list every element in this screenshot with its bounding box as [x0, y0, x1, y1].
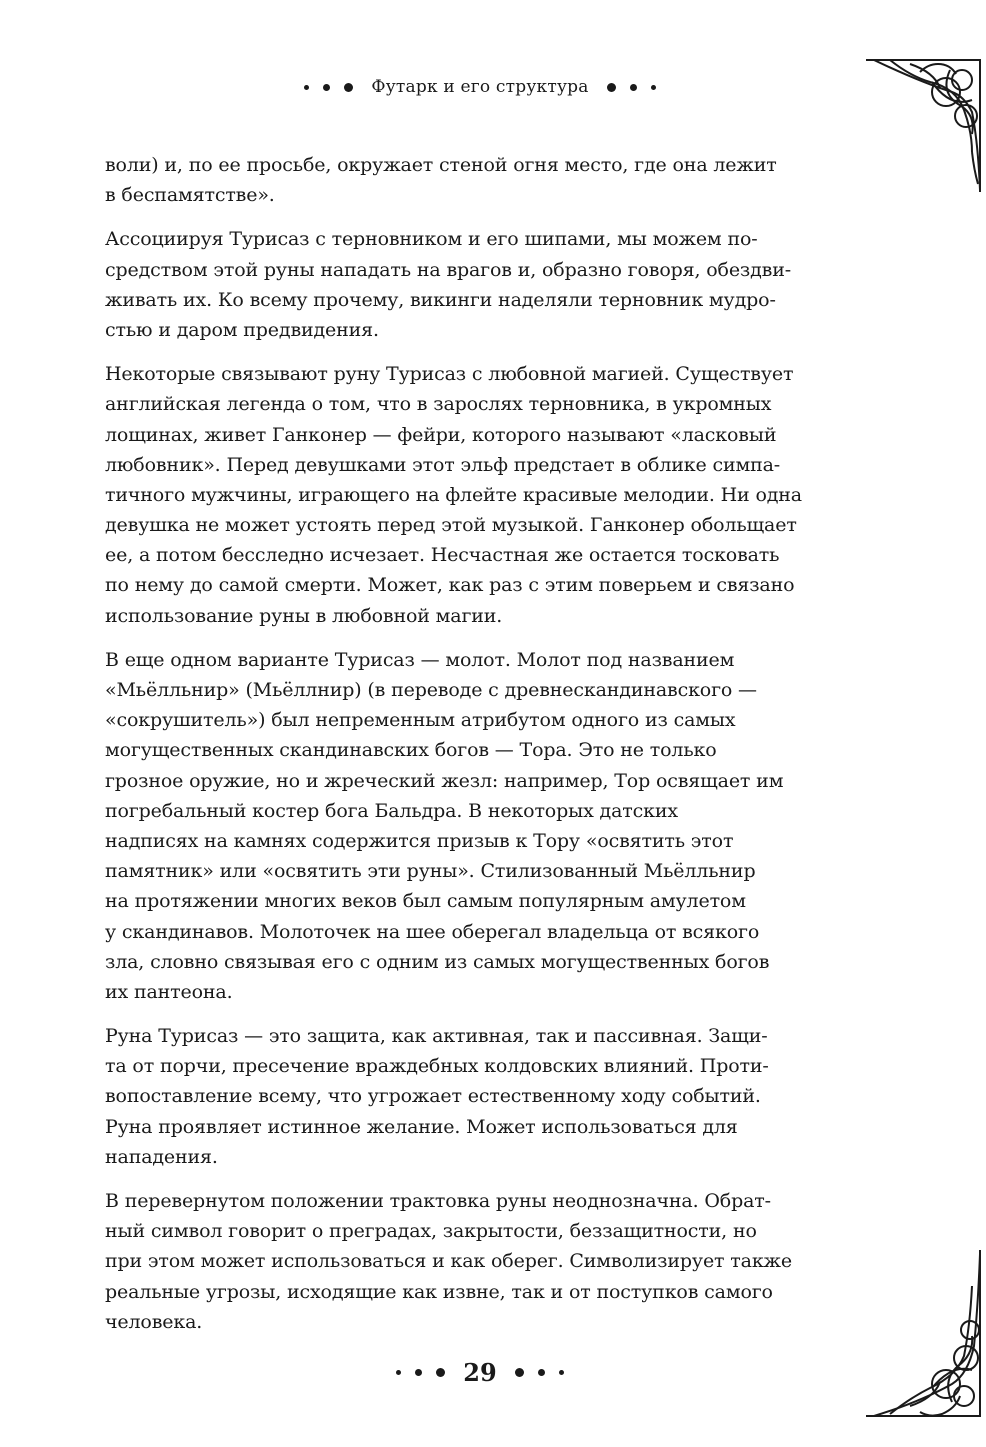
- text-line: Некоторые связывают руну Турисаз с любовной магией. Существует: [105, 363, 794, 386]
- text-line: реальные угрозы, исходящие как извне, так и от поступков самого: [105, 1280, 773, 1303]
- paragraph: [105, 1186, 850, 1337]
- dot-icon: [538, 1369, 545, 1376]
- dot-icon: [651, 85, 656, 90]
- text-line: ный символ говорит о преградах, закрытости, беззащитности, но: [105, 1220, 757, 1243]
- text-line: Руна Турисаз — это защита, как активная, так и пассивная. Защи-: [105, 1025, 768, 1048]
- text-line: тичного мужчины, играющего на флейте красивые мелодии. Ни одна: [105, 483, 802, 506]
- text-line: использование руны в любовной магии.: [105, 604, 503, 627]
- dot-icon: [323, 84, 330, 91]
- text-line: «Мьёлльнир» (Мьёллнир) (в переводе с древнескандинавского —: [105, 679, 757, 701]
- text-line: человека.: [105, 1310, 203, 1333]
- text-line: нападения.: [105, 1145, 218, 1168]
- celtic-knot-corner-top-icon: [860, 52, 986, 198]
- header-dots-left: [304, 83, 353, 92]
- dot-icon: [559, 1370, 564, 1375]
- footer-dots-right: [515, 1368, 564, 1377]
- running-header: [280, 70, 680, 104]
- text-line: у скандинавов. Молоточек на шее оберегал владельца от всякого: [105, 920, 760, 943]
- header-dots-right: [607, 83, 656, 92]
- text-line: грозное оружие, но и жреческий жезл: например, Тор освящает им: [105, 769, 784, 792]
- dot-icon: [607, 83, 616, 92]
- text-line: по нему до самой смерти. Может, как раз с этим поверьем и связано: [105, 574, 795, 597]
- text-line: средством этой руны нападать на врагов и, образно говоря, обездви-: [105, 258, 792, 281]
- paragraph: [105, 150, 850, 210]
- paragraph: [105, 224, 850, 345]
- dot-icon: [396, 1370, 401, 1375]
- dot-icon: [515, 1368, 524, 1377]
- dot-icon: [436, 1368, 445, 1377]
- dot-icon: [304, 85, 309, 90]
- text-line: ее, а потом бесследно исчезает. Несчастная же остается тосковать: [105, 544, 780, 567]
- main-text: [105, 150, 850, 1351]
- running-header-title: Футарк и его структура: [371, 77, 589, 97]
- text-line: в беспамятстве».: [105, 184, 275, 207]
- dot-icon: [630, 84, 637, 91]
- celtic-knot-corner-bottom-icon: [860, 1246, 986, 1422]
- text-line: зла, словно связывая его с одним из самых могущественных богов: [105, 950, 770, 973]
- text-line: английская легенда о том, что в зарослях терновника, в укромных: [105, 393, 772, 416]
- text-line: Ассоциируя Турисаз с терновником и его шипами, мы можем по-: [105, 228, 758, 251]
- text-line: лощинах, живет Ганконер — фейри, которого называют «ласковый: [105, 423, 777, 446]
- text-line: памятник» или «освятить эти руны». Стилизованный Мьёлльнир: [105, 860, 756, 883]
- text-line: любовник». Перед девушками этот эльф предстает в облике симпа-: [105, 453, 781, 476]
- text-line: могущественных скандинавских богов — Тора. Это не только: [105, 739, 717, 762]
- text-line: «сокрушитель») был непременным атрибутом одного из самых: [105, 709, 736, 732]
- dot-icon: [344, 83, 353, 92]
- text-line: девушка не может устоять перед этой музыкой. Ганконер обольщает: [105, 514, 797, 537]
- text-line: живать их. Ко всему прочему, викинги наделяли терновник мудро-: [105, 288, 776, 311]
- text-line: надписях на камнях содержится призыв к Тору «освятить этот: [105, 829, 734, 852]
- page-number: 29: [463, 1357, 497, 1387]
- text-line: вопоставление всему, что угрожает естественному ходу событий.: [105, 1085, 761, 1108]
- paragraph: [105, 1021, 850, 1172]
- page-footer: [370, 1350, 590, 1394]
- text-line: В перевернутом положении трактовка руны неоднозначна. Обрат-: [105, 1190, 771, 1212]
- text-line: на протяжении многих веков был самым популярным амулетом: [105, 890, 746, 913]
- text-line: при этом может использоваться и как оберег. Символизирует также: [105, 1250, 792, 1273]
- paragraph: [105, 359, 850, 631]
- text-line: стью и даром предвидения.: [105, 318, 379, 341]
- text-line: В еще одном варианте Турисаз — молот. Молот под названием: [105, 648, 735, 671]
- text-line: погребальный костер бога Бальдра. В некоторых датских: [105, 799, 678, 822]
- text-line: Руна проявляет истинное желание. Может использоваться для: [105, 1115, 738, 1138]
- dot-icon: [415, 1369, 422, 1376]
- footer-dots-left: [396, 1368, 445, 1377]
- text-line: та от порчи, пресечение враждебных колдовских влияний. Проти-: [105, 1055, 769, 1078]
- paragraph: [105, 645, 850, 1007]
- text-line: их пантеона.: [105, 980, 233, 1003]
- text-line: воли) и, по ее просьбе, окружает стеной огня место, где она лежит: [105, 154, 777, 176]
